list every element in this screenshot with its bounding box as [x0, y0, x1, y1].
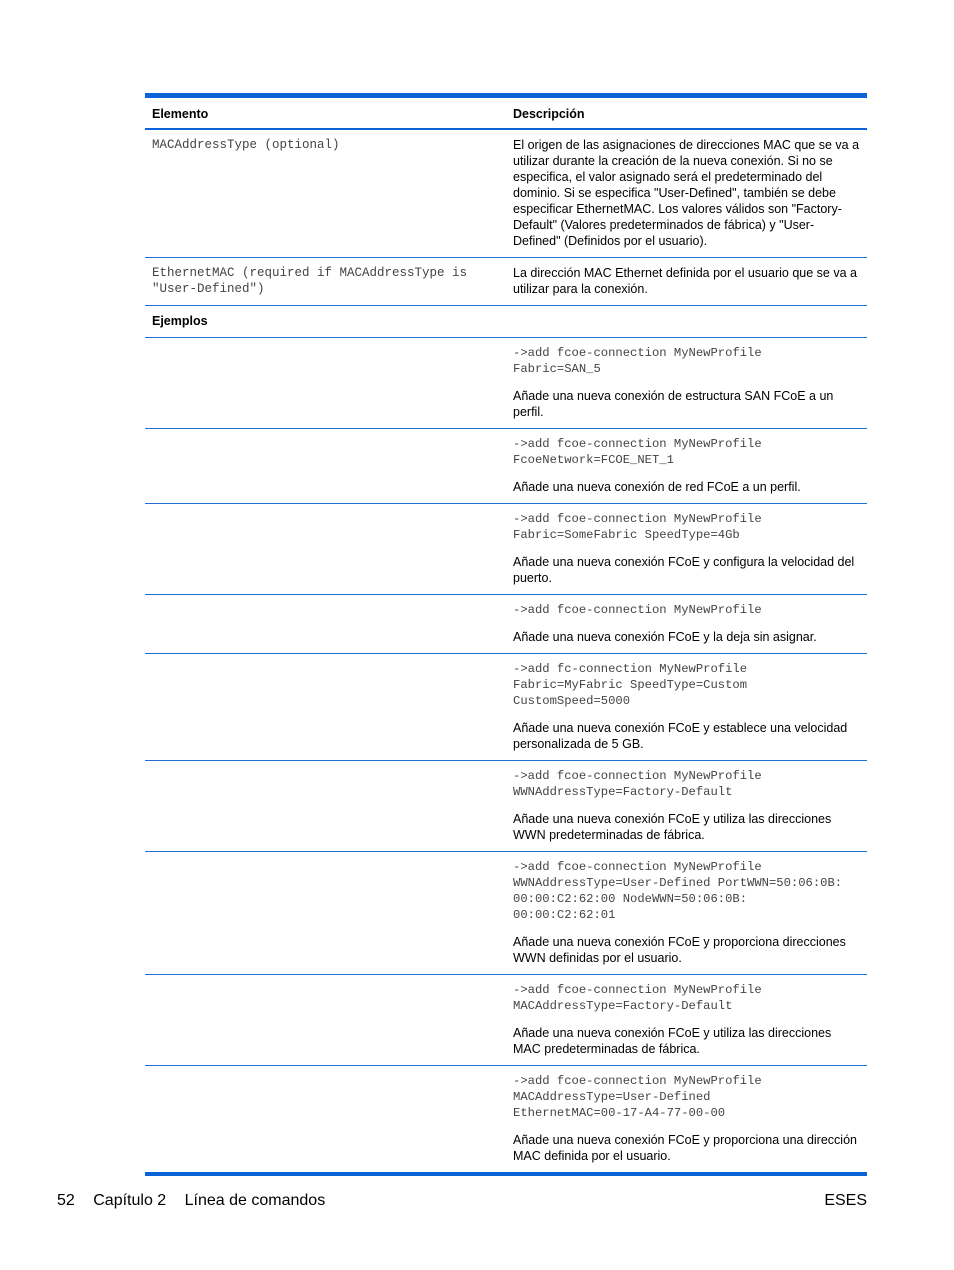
empty-cell: [145, 429, 506, 504]
example-description: Añade una nueva conexión FCoE y la deja sin asignar.: [513, 630, 817, 644]
empty-cell: [145, 852, 506, 975]
example-row: [145, 975, 867, 1066]
example-command: ->add fcoe-connection MyNewProfile Fabric=SAN_5: [513, 346, 762, 376]
example-command: ->add fcoe-connection MyNewProfile WWNAddressType=User-Defined PortWWN=50:06:0B: 00:00:C2:62:00 NodeWWN=50:06:0B: 00:00:C2:62:01: [513, 860, 843, 922]
page-number: 52: [57, 1192, 75, 1209]
table-row: [145, 258, 867, 306]
empty-cell: [145, 654, 506, 761]
example-description: Añade una nueva conexión FCoE y proporciona direcciones WWN definidas por el usuario.: [513, 935, 846, 965]
table-header-row: [145, 96, 867, 130]
example-command: ->add fcoe-connection MyNewProfile MACAddressType=Factory-Default: [513, 983, 762, 1013]
example-cell: [506, 654, 867, 761]
table-row: [145, 129, 867, 258]
example-cell: [506, 852, 867, 975]
example-cell: [506, 429, 867, 504]
example-cell: [506, 761, 867, 852]
example-command: ->add fcoe-connection MyNewProfile Fabric=SomeFabric SpeedType=4Gb: [513, 512, 762, 542]
empty-cell: [145, 1066, 506, 1175]
example-cell: [506, 504, 867, 595]
examples-label: Ejemplos: [145, 306, 506, 338]
example-description: Añade una nueva conexión FCoE y configura la velocidad del puerto.: [513, 555, 855, 585]
empty-cell: [145, 595, 506, 654]
page-footer-locale: ESES: [824, 1192, 867, 1209]
element-cell: MACAddressType (optional): [145, 129, 506, 258]
empty-cell: [145, 975, 506, 1066]
example-description: Añade una nueva conexión FCoE y utiliza las direcciones WWN predeterminadas de fábrica.: [513, 812, 832, 842]
example-cell: [506, 975, 867, 1066]
empty-cell: [145, 761, 506, 852]
example-description: Añade una nueva conexión de red FCoE a un perfil.: [513, 480, 801, 494]
description-cell: El origen de las asignaciones de direcciones MAC que se va a utilizar durante la creación de la nueva conexión. Si no se especifica, el valor asignado será el predeterminado del dominio. Si se especifica "User-Defined", también se debe especificar EthernetMAC. Los valores válidos son "Factory-Default" (Valores predeterminados de fábrica) y "User-Defined" (Definidos por el usuario).: [506, 129, 867, 258]
example-description: Añade una nueva conexión de estructura SAN FCoE a un perfil.: [513, 389, 834, 419]
example-row: [145, 654, 867, 761]
example-row: [145, 338, 867, 429]
example-row: [145, 1066, 867, 1175]
example-row: [145, 852, 867, 975]
header-description: Descripción: [506, 96, 867, 130]
example-cell: [506, 1066, 867, 1175]
examples-section-row: [145, 306, 867, 338]
example-row: [145, 429, 867, 504]
example-description: Añade una nueva conexión FCoE y utiliza las direcciones MAC predeterminadas de fábrica.: [513, 1026, 832, 1056]
example-command: ->add fcoe-connection MyNewProfile MACAddressType=User-Defined EthernetMAC=00-17-A4-77-00-00: [513, 1074, 762, 1120]
chapter-label: Capítulo 2: [93, 1192, 167, 1209]
empty-cell: [506, 306, 867, 338]
example-description: Añade una nueva conexión FCoE y establece una velocidad personalizada de 5 GB.: [513, 721, 848, 751]
example-command: ->add fc-connection MyNewProfile Fabric=MyFabric SpeedType=Custom CustomSpeed=5000: [513, 662, 748, 708]
empty-cell: [145, 504, 506, 595]
example-cell: [506, 338, 867, 429]
example-cell: [506, 595, 867, 654]
element-cell: EthernetMAC (required if MACAddressType is "User-Defined"): [145, 258, 506, 306]
example-row: [145, 595, 867, 654]
example-row: [145, 761, 867, 852]
example-command: ->add fcoe-connection MyNewProfile WWNAddressType=Factory-Default: [513, 769, 762, 799]
header-element: Elemento: [145, 96, 506, 130]
example-description: Añade una nueva conexión FCoE y proporciona una dirección MAC definida por el usuario.: [513, 1133, 857, 1163]
chapter-title: Línea de comandos: [184, 1192, 326, 1209]
example-row: [145, 504, 867, 595]
empty-cell: [145, 338, 506, 429]
description-cell: La dirección MAC Ethernet definida por el usuario que se va a utilizar para la conexión.: [506, 258, 867, 306]
example-command: ->add fcoe-connection MyNewProfile FcoeNetwork=FCOE_NET_1: [513, 437, 762, 467]
parameters-table: [145, 93, 867, 1176]
page-footer-left: [57, 1192, 325, 1210]
example-command: ->add fcoe-connection MyNewProfile: [513, 603, 762, 617]
